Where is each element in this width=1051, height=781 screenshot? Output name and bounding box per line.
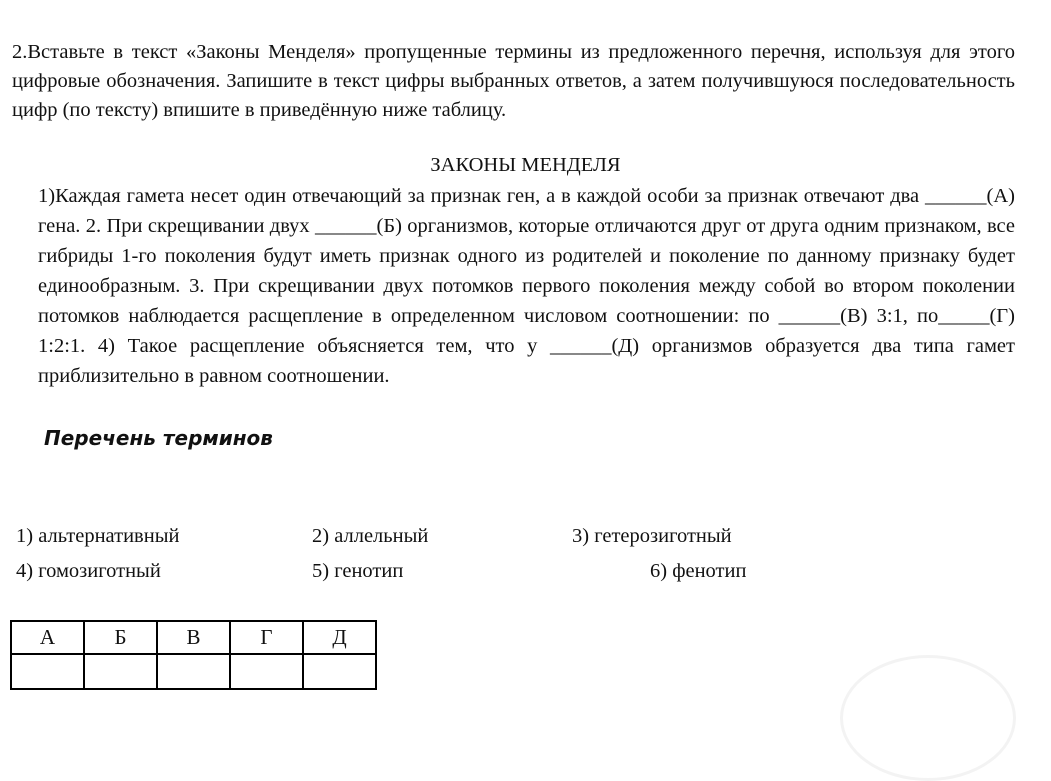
task-instructions: 2.Вставьте в текст «Законы Менделя» пропущенные термины из предложенного перечня, используя для этого цифровые обозначения. Запишите в текст цифры выбранных ответов, а затем получившуюся последовательность цифр (по тексту) впишите в приведённую ниже таблицу.	[12, 41, 1015, 121]
term-item: 6) фенотип	[650, 560, 747, 582]
term-item: 4) гомозиготный	[16, 560, 161, 582]
answer-header-cell: А	[11, 621, 84, 654]
term-item: 5) генотип	[312, 560, 404, 582]
term-item: 1) альтернативный	[16, 525, 180, 547]
term-item: 3) гетерозиготный	[572, 525, 732, 547]
terms-heading: Перечень терминов	[44, 426, 273, 450]
answer-table	[10, 620, 377, 690]
answer-header-cell: Д	[303, 621, 376, 654]
answer-table-header-row	[11, 621, 376, 654]
answer-cell[interactable]	[303, 654, 376, 689]
answer-cell[interactable]	[11, 654, 84, 689]
term-item: 2) аллельный	[312, 525, 429, 547]
answer-cell[interactable]	[157, 654, 230, 689]
section-title: ЗАКОНЫ МЕНДЕЛЯ	[430, 154, 621, 176]
watermark-decoration	[840, 655, 1016, 781]
answer-header-cell: Б	[84, 621, 157, 654]
answer-header-cell: Г	[230, 621, 303, 654]
answer-header-cell: В	[157, 621, 230, 654]
answer-cell[interactable]	[84, 654, 157, 689]
answer-cell[interactable]	[230, 654, 303, 689]
section-body-text: 1)Каждая гамета несет один отвечающий за признак ген, а в каждой особи за признак отвечают два ______(А) гена. 2. При скрещивании двух ______(Б) организмов, которые отличаются друг от друга одним признаком, все гибриды 1-го поколения будут иметь признак одного из родителей и поколение по данному признаку будет единообразным. 3. При скрещивании двух потомков первого поколения между собой во втором поколении потомков наблюдается расщепление в определенном числовом соотношении: по ______(В) 3:1, по_____(Г) 1:2:1. 4) Такое расщепление объясняется тем, что у ______(Д) организмов образуется два типа гамет приблизительно в равном соотношении.	[38, 185, 1015, 387]
answer-table-input-row	[11, 654, 376, 689]
